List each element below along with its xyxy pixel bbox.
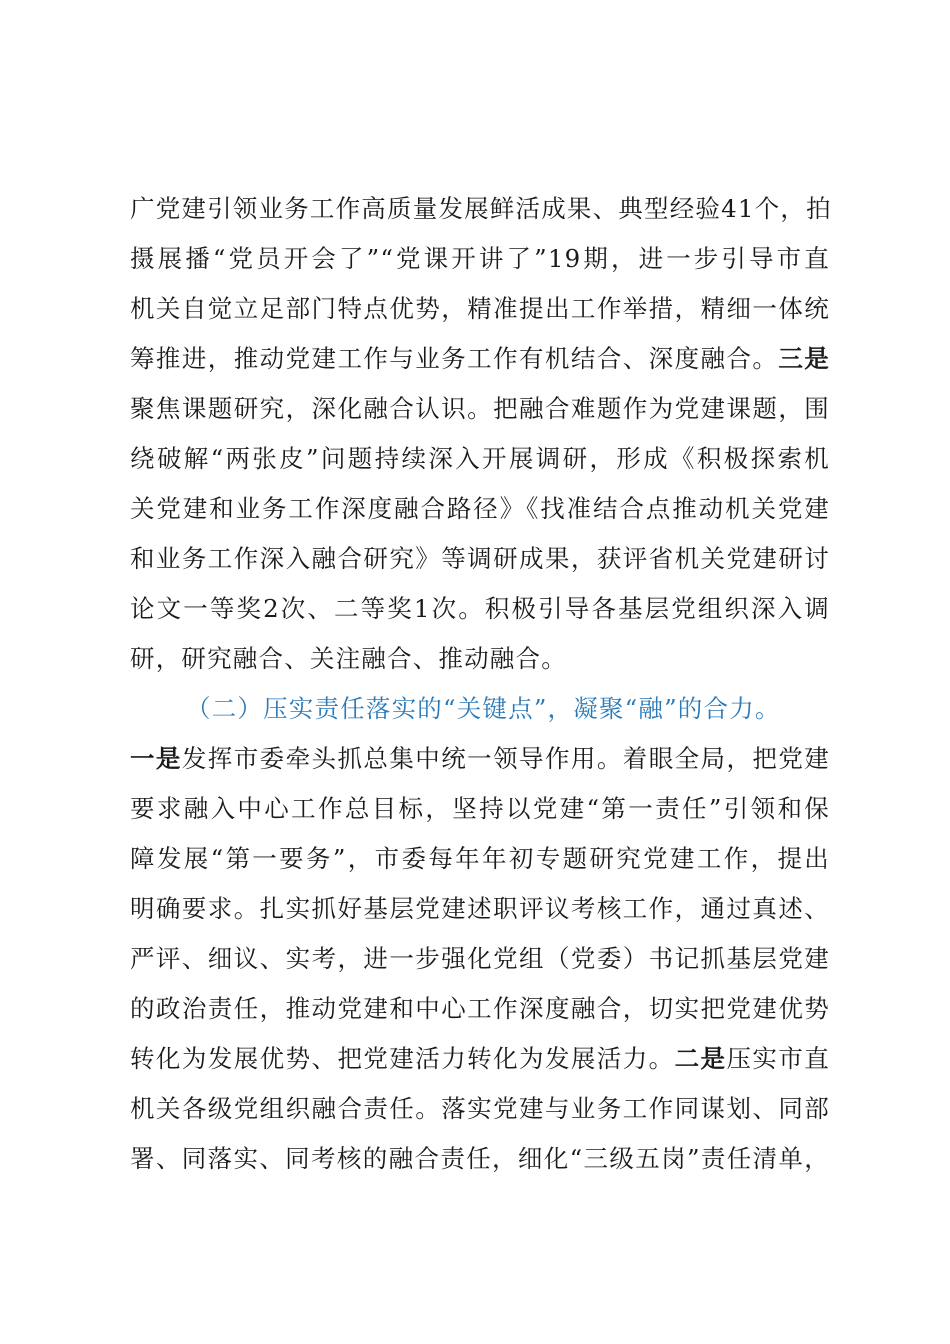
text-line: 聚焦课题研究，深化融合认识。把融合难题作为党建课题，围 <box>130 394 830 423</box>
section-heading: （二）压实责任落实的“关键点”，凝聚“融”的合力。 <box>186 694 781 723</box>
text-segment: 发挥市委牵头抓总集中统一领导作用。着眼全局，把党建 <box>181 744 830 773</box>
bold-marker-san-shi: 三是 <box>778 344 830 373</box>
text-line: 和业务工作深入融合研究》等调研成果，获评省机关党建研讨 <box>130 544 830 573</box>
text-line: 障发展“第一要务”，市委每年年初专题研究党建工作，提出 <box>130 844 830 873</box>
text-segment: 筹推进，推动党建工作与业务工作有机结合、深度融合。 <box>130 344 779 373</box>
text-line: 要求融入中心工作总目标，坚持以党建“第一责任”引领和保 <box>130 794 830 823</box>
text-line: 广党建引领业务工作高质量发展鲜活成果、典型经验41个，拍 <box>130 194 832 223</box>
text-line: 的政治责任，推动党建和中心工作深度融合，切实把党建优势 <box>130 994 830 1023</box>
text-line: 关党建和业务工作深度融合路径》《找准结合点推动机关党建 <box>130 494 830 523</box>
text-line: 严评、细议、实考，进一步强化党组（党委）书记抓基层党建 <box>130 944 830 973</box>
bold-marker-er-shi: 二是 <box>674 1044 727 1073</box>
text-line <box>130 1034 830 1084</box>
text-line <box>130 334 830 384</box>
text-line: 研，研究融合、关注融合、推动融合。 <box>130 644 567 673</box>
text-segment: 压实市直 <box>726 1044 830 1073</box>
text-line: 署、同落实、同考核的融合责任，细化“三级五岗”责任清单， <box>130 1144 830 1173</box>
text-segment: 转化为发展优势、把党建活力转化为发展活力。 <box>130 1044 675 1073</box>
text-line: 机关自觉立足部门特点优势，精准提出工作举措，精细一体统 <box>130 294 830 323</box>
text-line: 论文一等奖2次、二等奖1次。积极引导各基层党组织深入调 <box>130 594 830 623</box>
text-line: 机关各级党组织融合责任。落实党建与业务工作同谋划、同部 <box>130 1094 830 1123</box>
text-line: 明确要求。扎实抓好基层党建述职评议考核工作，通过真述、 <box>130 894 830 923</box>
document-page <box>130 184 830 1184</box>
text-line: 绕破解“两张皮”问题持续深入开展调研，形成《积极探索机 <box>130 444 830 473</box>
text-line <box>130 734 830 784</box>
bold-marker-yi-shi: 一是 <box>130 744 182 773</box>
text-line: 摄展播“党员开会了”“党课开讲了”19期，进一步引导市直 <box>130 244 830 273</box>
